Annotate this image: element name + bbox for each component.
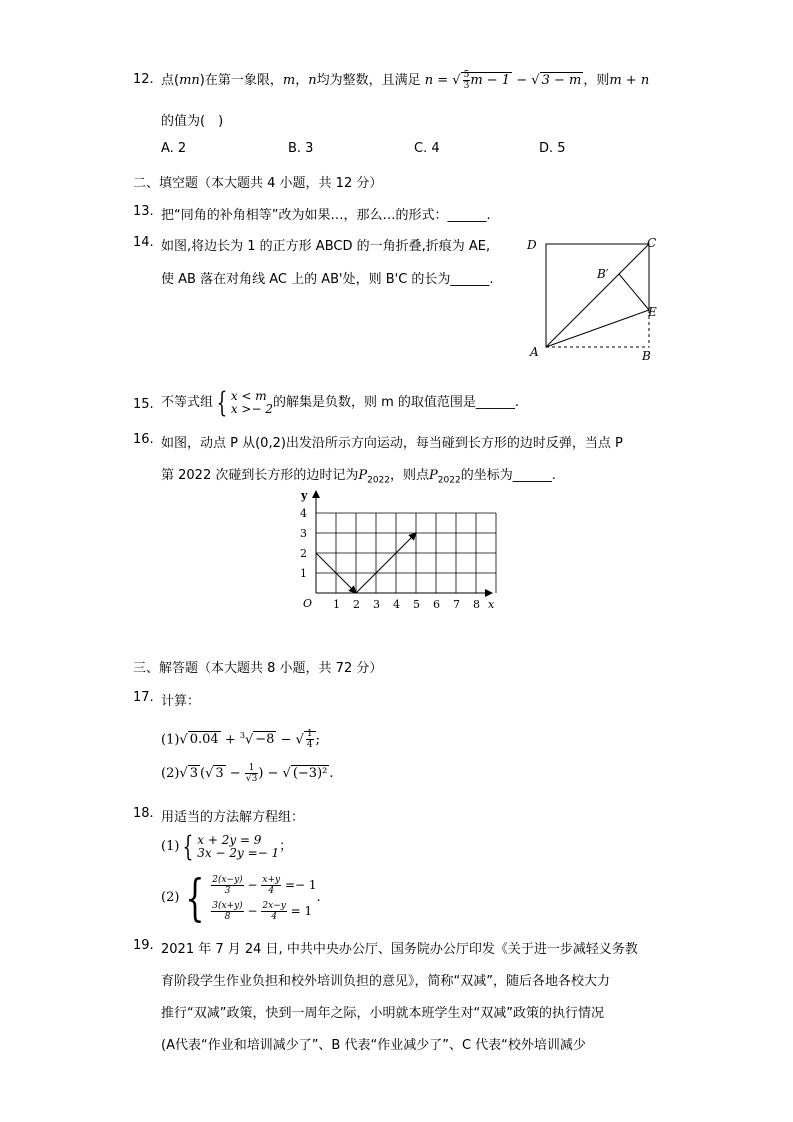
x-tick-label: 3: [373, 598, 380, 611]
q12-option-b: B. 3: [288, 141, 314, 156]
q18-p1-system: [197, 834, 279, 860]
q12-option-c: C. 4: [414, 141, 440, 156]
x-tick-label: 1: [333, 598, 340, 611]
q18-part1: [161, 830, 292, 864]
q17-number: 17.: [133, 690, 154, 705]
q19-line3: 推行“双减”政策，快到一周年之际，小明就本班学生对“双减”政策的执行情况: [161, 1006, 604, 1021]
label-e: E: [648, 305, 657, 319]
y-tick-labels: [300, 507, 307, 580]
q12-text-c: )在第一象限，: [199, 73, 283, 88]
label-a: A: [530, 345, 539, 359]
x-axis-label: x: [488, 598, 495, 611]
q17-p1-frac: [306, 729, 314, 750]
q15-system: [231, 390, 273, 416]
q18-p1-l2: 3x − 2y =− 1: [197, 845, 280, 860]
q17-part1: (1)√ 0.04 + $^3$√ −8 − √ $\frac{1}{4}$ ;: [161, 729, 321, 751]
x-tick-label: 7: [453, 598, 460, 611]
q15-sys-2: x >− 2: [230, 401, 273, 416]
q18-p2-l1-b-num: x+y: [262, 874, 281, 885]
q12-expr: m + n: [609, 73, 650, 88]
q15-sys-1: x < m: [230, 388, 267, 403]
q19-number: 19.: [133, 938, 154, 953]
q17-p2-f: (−3)²: [292, 766, 328, 781]
q12-line1: [161, 68, 649, 94]
q12-text-f: n: [308, 73, 317, 88]
x-tick-label: 5: [413, 598, 420, 611]
path-segment-2: [356, 533, 416, 593]
q18-p2-pre: (2): [161, 890, 180, 905]
q18-p2-l2-frac-a: [211, 901, 243, 922]
q16-line1: 如图，动点 P 从(0,2)出发沿所示方向运动，每当碰到长方形的边时反弹，当点 P: [161, 436, 623, 451]
q17-p2-e: ) −: [258, 766, 279, 781]
label-b: B: [642, 349, 651, 363]
q17-p2-frac-num: 1: [245, 763, 258, 774]
q12-minus: −: [516, 73, 528, 88]
q12-radical-1: √ $\frac{5}{3}$ m − 1: [452, 70, 511, 91]
q18-number: 18.: [133, 806, 154, 821]
q12-rad2: 3 − m: [541, 73, 582, 88]
q19-line2: 育阶段学生作业负担和校外培训负担的意见》，简称“双减”，随后各地各校大力: [161, 974, 610, 989]
section-3-heading: 三、解答题（本大题共 8 小题，共 72 分）: [133, 661, 383, 676]
q18-p2-end: .: [316, 890, 321, 905]
q18-p2-l2-a-num: 3(x+y): [212, 900, 243, 911]
q12-line2: 的值为( ): [161, 114, 224, 129]
q12-text-e: ，: [295, 73, 309, 88]
y-tick-label: 2: [300, 547, 307, 560]
q13-number: 13.: [133, 204, 154, 219]
q13-text: 把“同角的补角相等”改为如果…，那么…的形式：______.: [161, 208, 491, 223]
q17-p1-pre: (1): [161, 732, 180, 748]
y-tick-label: 4: [300, 507, 307, 520]
q16-line2: [161, 464, 556, 486]
q18-p2-l2-minus: −: [247, 903, 258, 918]
q17-p1-b: +: [224, 732, 236, 748]
q12-text-b: mn: [179, 73, 200, 88]
q18-p1-brace: {: [182, 829, 194, 863]
q17-p2-c: 3: [215, 766, 224, 781]
q14-square-figure: [522, 232, 662, 364]
q17-p2-pre: (2): [161, 766, 180, 781]
q18-p2-l1-a-num: 2(x−y): [212, 874, 243, 885]
origin-label: O: [303, 597, 313, 610]
q15-post: 的解集是负数，则 m 的取值范围是______.: [272, 395, 520, 410]
q16-p1-sub: 2022: [367, 475, 391, 486]
q18-part2: [161, 870, 321, 926]
q12-frac-num: 5: [463, 70, 470, 80]
q15-line: [161, 385, 520, 419]
q17-p2-end: .: [329, 766, 334, 781]
x-tick-labels: [333, 598, 480, 611]
q17-p1-d: −: [280, 732, 292, 748]
q18-p2-l2: [211, 898, 316, 924]
q18-p2-l1-a-den: 3: [224, 885, 231, 896]
q16-p1: P: [358, 468, 368, 483]
q17-p1-frac-den: 4: [306, 740, 313, 751]
q17-p2-frac: [245, 763, 258, 784]
q19-line1: 2021 年 7 月 24 日, 中共中央办公厅、国务院办公厅印发《关于进一步减轻义务教: [161, 942, 638, 957]
q18-p2-l2-end: = 1: [290, 903, 313, 918]
q18-p2-brace: {: [185, 868, 205, 927]
y-tick-label: 3: [300, 527, 307, 540]
q18-title: 用适当的方法解方程组：: [161, 810, 305, 825]
x-tick-label: 8: [473, 598, 480, 611]
q12-eq-lhs: n =: [424, 73, 449, 88]
q18-p2-l1: [211, 872, 316, 898]
q17-part2: (2)√ 3 (√ 3 − $\frac{1}{√3}$ ) − √ (−3)² .: [161, 763, 334, 784]
q18-p2-l2-b-num: 2x−y: [262, 900, 286, 911]
q15-number: 15.: [133, 397, 154, 412]
q18-p2-l1-minus: −: [247, 877, 258, 892]
q18-p2-l1-end: =− 1: [284, 877, 317, 892]
q12-text-h: ，则: [583, 73, 610, 88]
q18-p1-end: ；: [279, 839, 293, 854]
grid-lines: [316, 513, 496, 593]
q12-radical-2: √ 3 − m: [531, 73, 582, 88]
x-tick-label: 4: [393, 598, 400, 611]
q18-p2-l1-frac-b: [261, 875, 281, 896]
q12-text-d: m: [282, 73, 296, 88]
q18-p2-l2-frac-b: [261, 901, 286, 922]
q17-p1-c: −8: [255, 732, 275, 748]
q19-line4: (A代表“作业和培训减少了”、B 代表“作业减少了”、C 代表“校外培训减少: [161, 1038, 586, 1053]
segment-b-prime-e: [619, 274, 649, 310]
q18-p2-l2-a-den: 8: [224, 911, 231, 922]
q16-p2-sub: 2022: [437, 475, 461, 486]
x-tick-label: 2: [353, 598, 360, 611]
q18-p1-l1: x + 2y = 9: [197, 832, 262, 847]
x-tick-label: 6: [433, 598, 440, 611]
q14-number: 14.: [133, 235, 154, 250]
q16-line2b: ，则点: [390, 468, 430, 483]
section-2-heading: 二、填空题（本大题共 4 小题，共 12 分）: [133, 176, 383, 191]
label-d: D: [527, 238, 537, 252]
y-axis-label: y: [301, 489, 308, 502]
q17-title: 计算：: [161, 694, 201, 709]
q12-text-g: 均为整数，且满足: [316, 73, 421, 88]
q17-p1-a: 0.04: [189, 732, 219, 748]
q18-p1-pre: (1): [161, 839, 180, 854]
q15-pre: 不等式组: [161, 395, 214, 410]
q18-p2-system: [211, 872, 316, 924]
label-c: C: [647, 236, 657, 250]
q15-brace: {: [216, 385, 228, 419]
q17-p2-frac-den: √3: [245, 774, 258, 784]
q12-frac-den: 3: [463, 81, 470, 91]
q12-text-a: 点(: [161, 73, 180, 88]
q18-p2-l1-b-den: 4: [268, 885, 275, 896]
q16-line2a: 第 2022 次碰到长方形的边时记为: [161, 468, 359, 483]
crease-ae: [546, 310, 649, 347]
q17-p2-b: (: [200, 766, 206, 781]
q12-option-a: A. 2: [161, 141, 187, 156]
q14-line1: 如图,将边长为 1 的正方形 ABCD 的一角折叠,折痕为 AE,: [161, 239, 491, 254]
q17-p1-end: ;: [315, 732, 321, 748]
q16-grid-figure: [290, 485, 505, 617]
q16-number: 16.: [133, 432, 154, 447]
q18-p2-l1-frac-a: [211, 875, 243, 896]
q14-line2: 使 AB 落在对角线 AC 上的 AB'处，则 B'C 的长为______.: [161, 272, 494, 287]
q17-p1-cube-index: 3: [239, 731, 245, 740]
q17-p2-d: −: [229, 766, 241, 781]
q18-p2-l2-b-den: 4: [271, 911, 277, 922]
y-tick-label: 1: [300, 567, 307, 580]
label-b-prime: B′: [597, 267, 609, 281]
q16-p2: P: [429, 468, 438, 483]
diagonal-ac: [546, 244, 649, 347]
q16-line2c: 的坐标为______.: [460, 468, 556, 483]
q12-rad1: m − 1: [470, 73, 511, 88]
q12-number: 12.: [133, 72, 154, 87]
q17-p1-frac-num: 1: [306, 729, 313, 740]
q12-option-d: D. 5: [539, 141, 566, 156]
q17-p2-a: 3: [189, 766, 198, 781]
